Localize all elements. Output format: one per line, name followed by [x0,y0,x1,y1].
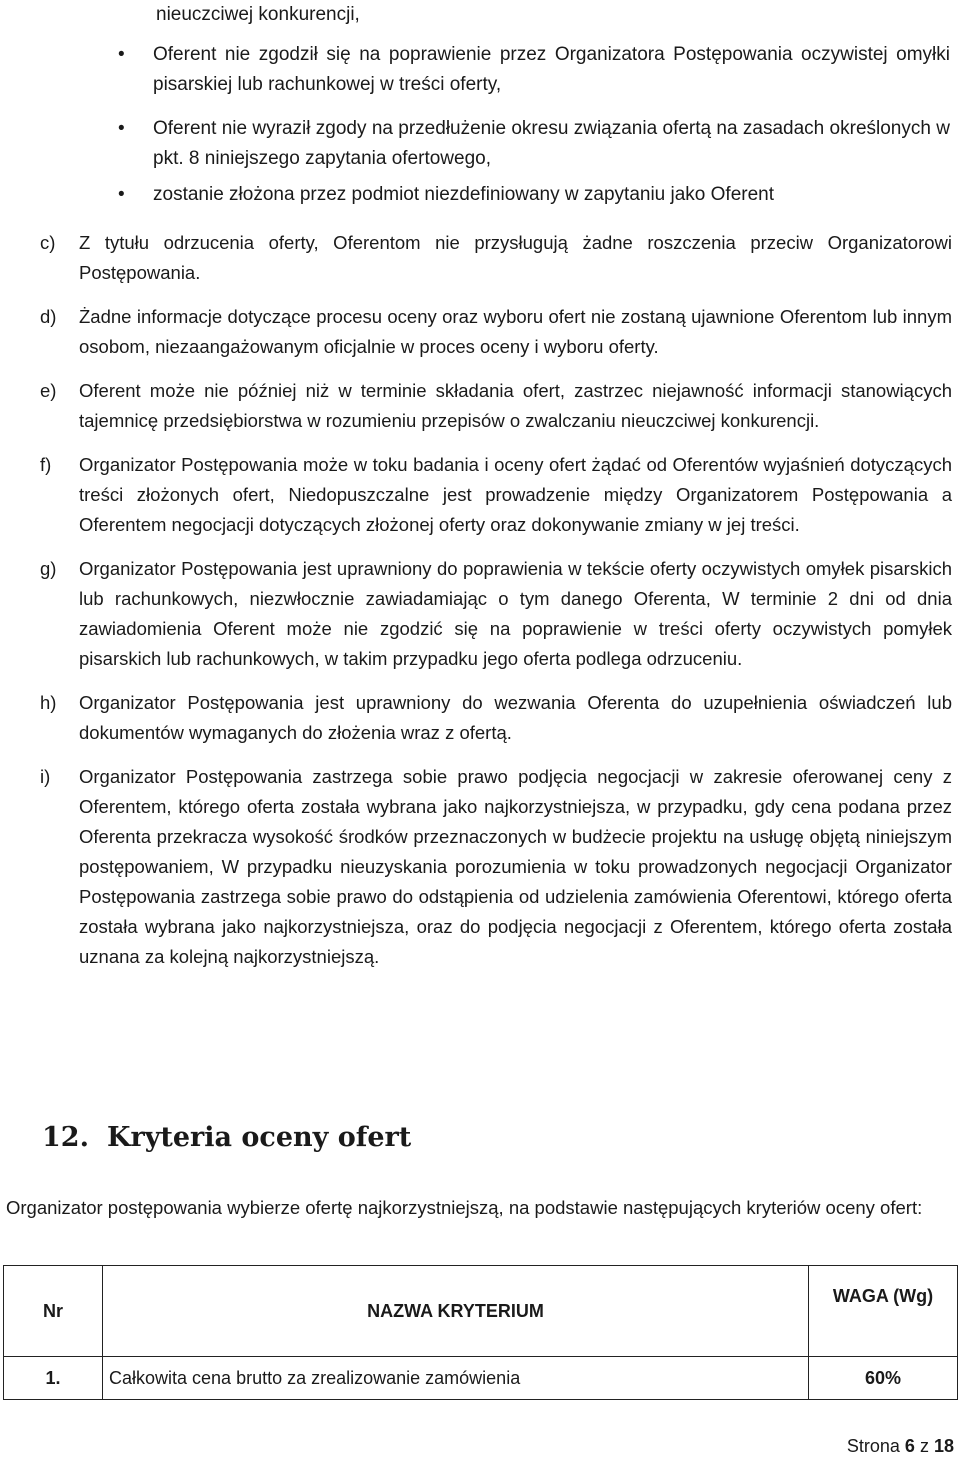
item-label: f) [40,454,52,475]
item-text: Z tytułu odrzucenia oferty, Oferentom nie przysługują żadne roszczenia przeciw Organizatorowi Postępowania. [79,232,952,283]
item-text: Oferent może nie później niż w terminie składania ofert, zastrzec niejawność informacji stanowiących tajemnicę przedsiębiorstwa w rozumieniu przepisów o zwalczaniu nieuczciwej konkurencji. [79,380,952,431]
footer-separator: z [919,1436,929,1456]
item-label: c) [40,232,56,253]
list-item [0,376,960,436]
bullet-list [0,40,960,224]
lettered-list [0,228,960,986]
item-text: Żadne informacje dotyczące procesu oceny oraz wyboru ofert nie zostaną ujawnione Oferentom lub innym osobom, niezaangażowanym oficjalnie w proces oceny i wyboru oferty. [79,306,952,357]
bullet-icon: • [118,118,125,139]
cell-weight: 60% [809,1357,958,1400]
item-text: Organizator Postępowania zastrzega sobie prawo podjęcia negocjacji w zakresie oferowanej ceny z Oferentem, którego oferta została wybrana jako najkorzystniejsza, w przypadku, gdy cena podana przez Oferenta przekracza wysokość środków przeznaczonych w budżecie projektu na usługę objętą niniejszym postępowaniem, W przypadku nieuzyskania porozumienia w toku prowadzonych negocjacji Organizator Postępowania zastrzega sobie prawo do odstąpienia od udzielenia zamówienia Oferentowi, którego oferta została wybrana jako najkorzystniejsza, oraz do podjęcia negocjacji z Oferentem, którego oferta została uznana za kolejną najkorzystniejszą. [79,766,952,967]
continuation-text: nieuczciwej konkurencji, [156,4,360,25]
bullet-item [0,40,960,100]
bullet-text: Oferent nie wyraził zgody na przedłużenie okresu związania ofertą na zasadach określonych w pkt. 8 niniejszego zapytania ofertowego, [153,118,950,169]
footer-page-total: 18 [933,1436,954,1456]
item-text: Organizator Postępowania jest uprawniony do poprawienia w tekście oferty oczywistych omyłek pisarskich lub rachunkowych, niezwłocznie zawiadamiając o tym danego Oferenta, W terminie 2 dni od dnia zawiadomienia Oferent może nie zgodzić się na poprawienie w treści oferty oczywistych pomyłek pisarskich lub rachunkowych, w takim przypadku jego oferta podlega odrzuceniu. [79,558,952,669]
footer-page-number: 6 [904,1436,915,1456]
bullet-item [0,180,960,210]
table-row [4,1357,958,1400]
section-heading [42,1122,411,1153]
list-item [0,302,960,362]
bullet-text: zostanie złożona przez podmiot niezdefiniowany w zapytaniu jako Oferent [153,184,775,205]
table-header-row [4,1266,958,1357]
cell-nr: 1. [4,1357,103,1400]
list-item [0,554,960,674]
item-label: d) [40,306,57,327]
item-label: h) [40,692,57,713]
bullet-icon: • [118,184,125,205]
bullet-text: Oferent nie zgodził się na poprawienie przez Organizatora Postępowania oczywistej omyłki pisarskiej lub rachunkowej w treści oferty, [153,44,950,95]
header-name: NAZWA KRYTERIUM [103,1266,809,1357]
section-number: 12. [42,1122,89,1153]
item-text: Organizator Postępowania jest uprawniony do wezwania Oferenta do uzupełnienia oświadczeń lub dokumentów wymaganych do złożenia wraz z ofertą. [79,692,952,743]
header-nr: Nr [4,1266,103,1357]
criteria-table [3,1265,958,1400]
item-text: Organizator Postępowania może w toku badania i oceny ofert żądać od Oferentów wyjaśnień dotyczących treści złożonych ofert, Niedopuszczalne jest prowadzenie między Organizatorem Postępowania a Oferentem negocjacji dotyczących złożonej oferty oraz dokonywanie zmiany w jej treści. [79,454,952,535]
item-label: g) [40,558,57,579]
header-weight: WAGA (Wg) [809,1266,958,1357]
section-title: Kryteria oceny ofert [107,1122,412,1153]
item-label: i) [40,766,51,787]
list-item [0,688,960,748]
bullet-icon: • [118,44,125,65]
footer-prefix: Strona [846,1436,900,1456]
list-item [0,450,960,540]
list-item [0,228,960,288]
page-footer [847,1436,954,1457]
bullet-item [0,114,960,174]
section-intro: Organizator postępowania wybierze ofertę najkorzystniejszą, na podstawie następujących kryteriów oceny ofert: [6,1197,923,1218]
item-label: e) [40,380,57,401]
cell-name: Całkowita cena brutto za zrealizowanie zamówienia [103,1357,809,1400]
list-item [0,762,960,972]
